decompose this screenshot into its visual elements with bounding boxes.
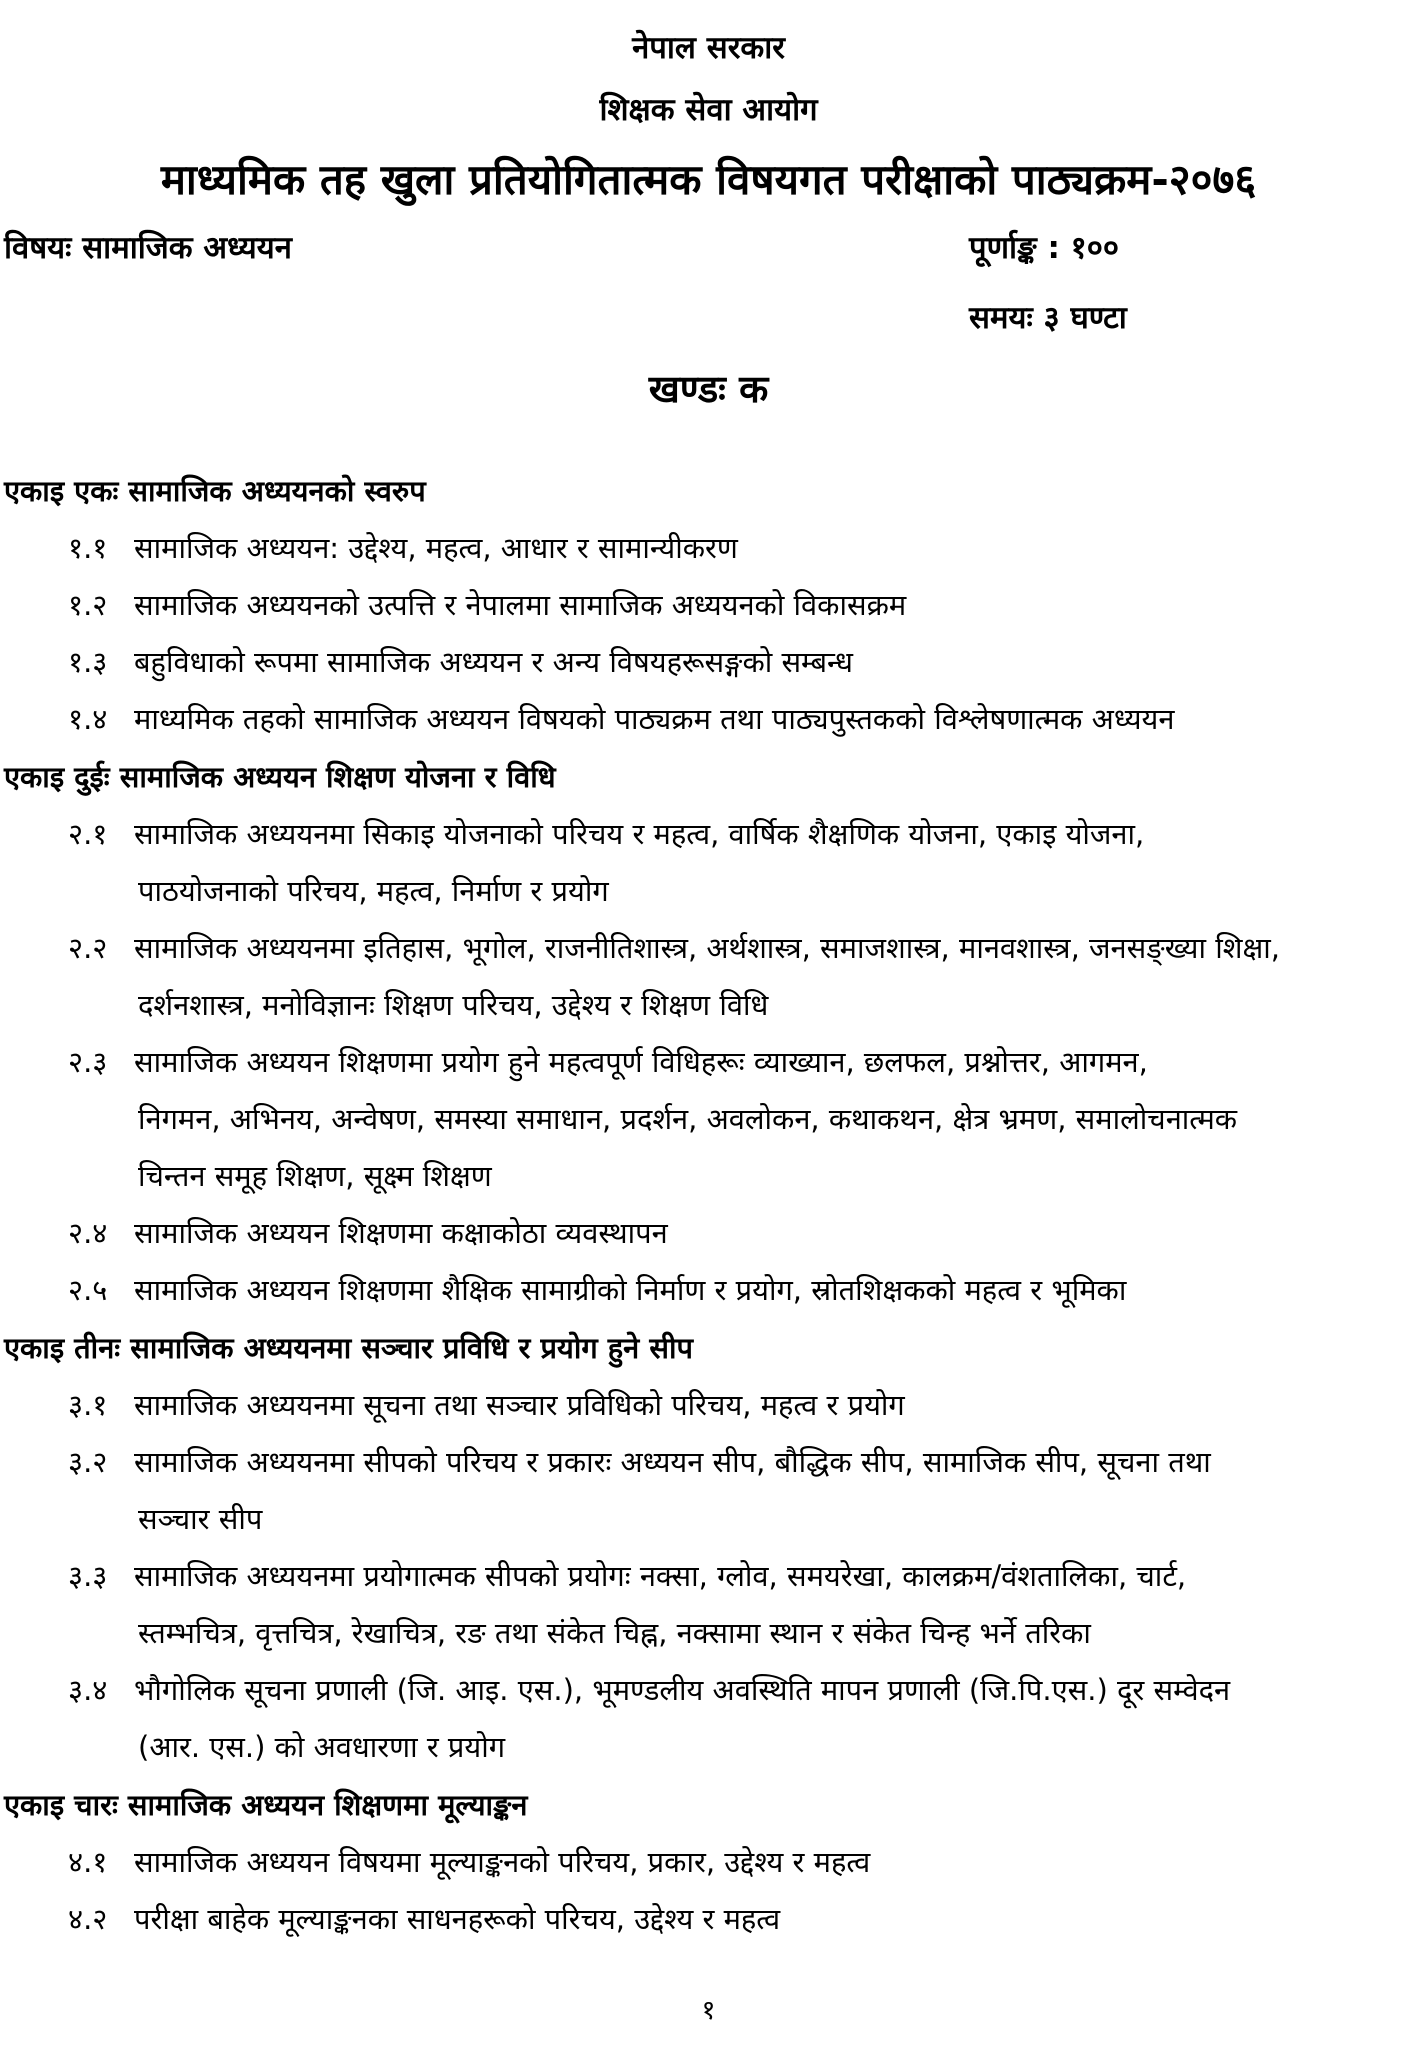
page-number: १ [701,1995,716,2026]
topic-item [4,806,1404,920]
topic-line: (आर. एस.) को अवधारणा र प्रयोग [138,1730,506,1764]
topic-text [134,1034,1404,1205]
subject-label: विषयः सामाजिक अध्ययन [4,230,292,266]
topic-line: स्तम्भचित्र, वृत्तचित्र, रेखाचित्र, रङ तथा संकेत चिह्न, नक्सामा स्थान र संकेत चिन्ह भर्ने तरिका [138,1616,1091,1650]
topic-number: २.३ [68,1045,108,1079]
topic-number: १.३ [68,645,108,679]
topic-number: २.२ [68,931,108,965]
government-name: नेपाल सरकार [632,30,785,66]
unit-heading: एकाइ एकः सामाजिक अध्ययनको स्वरुप [4,474,426,508]
topic-line: सामाजिक अध्ययन शिक्षणमा शैक्षिक सामाग्रीको निर्माण र प्रयोग, स्रोतशिक्षकको महत्व र भूमिका [134,1273,1127,1307]
topic-item [4,1377,1404,1434]
topic-item [4,920,1404,1034]
topic-line: सामाजिक अध्ययनमा सूचना तथा सञ्चार प्रविधिको परिचय, महत्व र प्रयोग [134,1388,905,1422]
topic-text [134,920,1404,1034]
commission-name: शिक्षक सेवा आयोग [599,92,818,128]
topic-text [134,806,1404,920]
topic-line: बहुविधाको रूपमा सामाजिक अध्ययन र अन्य विषयहरूसङ्गको सम्बन्ध [134,645,853,679]
topic-line: सामाजिक अध्ययन: उद्देश्य, महत्व, आधार र सामान्यीकरण [134,531,738,565]
syllabus-content [4,462,1404,1948]
unit-heading: एकाइ तीनः सामाजिक अध्ययनमा सञ्चार प्रविधि र प्रयोग हुने सीप [4,1331,693,1365]
time-label: समयः ३ घण्टा [969,300,1127,336]
topic-text [134,1891,1404,1948]
topic-text [134,634,1404,691]
topic-number: ३.१ [68,1388,108,1422]
topic-line: सामाजिक अध्ययनमा सिकाइ योजनाको परिचय र महत्व, वार्षिक शैक्षणिक योजना, एकाइ योजना, [134,817,1145,851]
topic-text [134,1205,1404,1262]
topic-line: माध्यमिक तहको सामाजिक अध्ययन विषयको पाठ्यक्रम तथा पाठ्यपुस्तकको विश्लेषणात्मक अध्ययन [134,702,1175,736]
topic-line: दर्शनशास्त्र, मनोविज्ञानः शिक्षण परिचय, उद्देश्य र शिक्षण विधि [138,988,769,1022]
topic-item [4,1548,1404,1662]
topic-text [134,1548,1404,1662]
topic-number: २.१ [68,817,108,851]
topic-number: ४.२ [68,1902,108,1936]
topic-line: परीक्षा बाहेक मूल्याङ्कनका साधनहरूको परिचय, उद्देश्य र महत्व [134,1902,781,1936]
topic-text [134,577,1404,634]
topic-text [134,1377,1404,1434]
topic-line: सामाजिक अध्ययनमा सीपको परिचय र प्रकारः अध्ययन सीप, बौद्धिक सीप, सामाजिक सीप, सूचना तथा [134,1445,1211,1479]
topic-text [134,1434,1404,1548]
topic-item [4,1662,1404,1776]
topic-number: ३.४ [68,1673,108,1707]
topic-number: १.१ [68,531,108,565]
topic-text [134,1662,1404,1776]
topic-item [4,1891,1404,1948]
topic-item [4,691,1404,748]
topic-item [4,1034,1404,1205]
topic-line: सामाजिक अध्ययनमा प्रयोगात्मक सीपको प्रयोगः नक्सा, ग्लोव, समयरेखा, कालक्रम/वंशतालिका, चार्ट, [134,1559,1187,1593]
topic-item [4,577,1404,634]
topic-item [4,1205,1404,1262]
topic-number: १.२ [68,588,108,622]
unit-heading: एकाइ चारः सामाजिक अध्ययन शिक्षणमा मूल्याङ्कन [4,1788,528,1822]
topic-line: पाठयोजनाको परिचय, महत्व, निर्माण र प्रयोग [138,874,609,908]
topic-item [4,1262,1404,1319]
topic-line: सामाजिक अध्ययनमा इतिहास, भूगोल, राजनीतिशास्त्र, अर्थशास्त्र, समाजशास्त्र, मानवशास्त्र, जनसङ्ख्या शिक्षा, [134,931,1280,965]
topic-text [134,691,1404,748]
topic-line: सञ्चार सीप [138,1502,263,1536]
section-heading: खण्डः क [648,367,769,411]
topic-item [4,520,1404,577]
topic-line: सामाजिक अध्ययन विषयमा मूल्याङ्कनको परिचय, प्रकार, उद्देश्य र महत्व [134,1845,871,1879]
topic-line: भौगोलिक सूचना प्रणाली (जि. आइ. एस.), भूमण्डलीय अवस्थिति मापन प्रणाली (जि.पि.एस.) दूर सम्वेदन [134,1673,1231,1707]
topic-number: २.५ [68,1273,108,1307]
topic-line: चिन्तन समूह शिक्षण, सूक्ष्म शिक्षण [138,1159,492,1193]
topic-item [4,1434,1404,1548]
page-title: माध्यमिक तह खुला प्रतियोगितात्मक विषयगत परीक्षाको पाठ्यक्रम-२०७६ [160,155,1257,204]
topic-line: सामाजिक अध्ययन शिक्षणमा कक्षाकोठा व्यवस्थापन [134,1216,668,1250]
topic-number: ३.३ [68,1559,108,1593]
topic-line: सामाजिक अध्ययन शिक्षणमा प्रयोग हुने महत्वपूर्ण विधिहरूः व्याख्यान, छलफल, प्रश्नोत्तर, आगमन, [134,1045,1148,1079]
topic-number: ३.२ [68,1445,108,1479]
topic-text [134,1262,1404,1319]
topic-number: ४.१ [68,1845,108,1879]
topic-number: १.४ [68,702,108,736]
unit-heading: एकाइ दुईः सामाजिक अध्ययन शिक्षण योजना र विधि [4,760,556,794]
topic-item [4,1834,1404,1891]
topic-item [4,634,1404,691]
topic-text [134,1834,1404,1891]
topic-line: सामाजिक अध्ययनको उत्पत्ति र नेपालमा सामाजिक अध्ययनको विकासक्रम [134,588,907,622]
topic-line: निगमन, अभिनय, अन्वेषण, समस्या समाधान, प्रदर्शन, अवलोकन, कथाकथन, क्षेत्र भ्रमण, समालोचनात्मक [138,1102,1238,1136]
topic-number: २.४ [68,1216,108,1250]
topic-text [134,520,1404,577]
full-marks-label: पूर्णाङ्क : १०० [969,230,1120,266]
